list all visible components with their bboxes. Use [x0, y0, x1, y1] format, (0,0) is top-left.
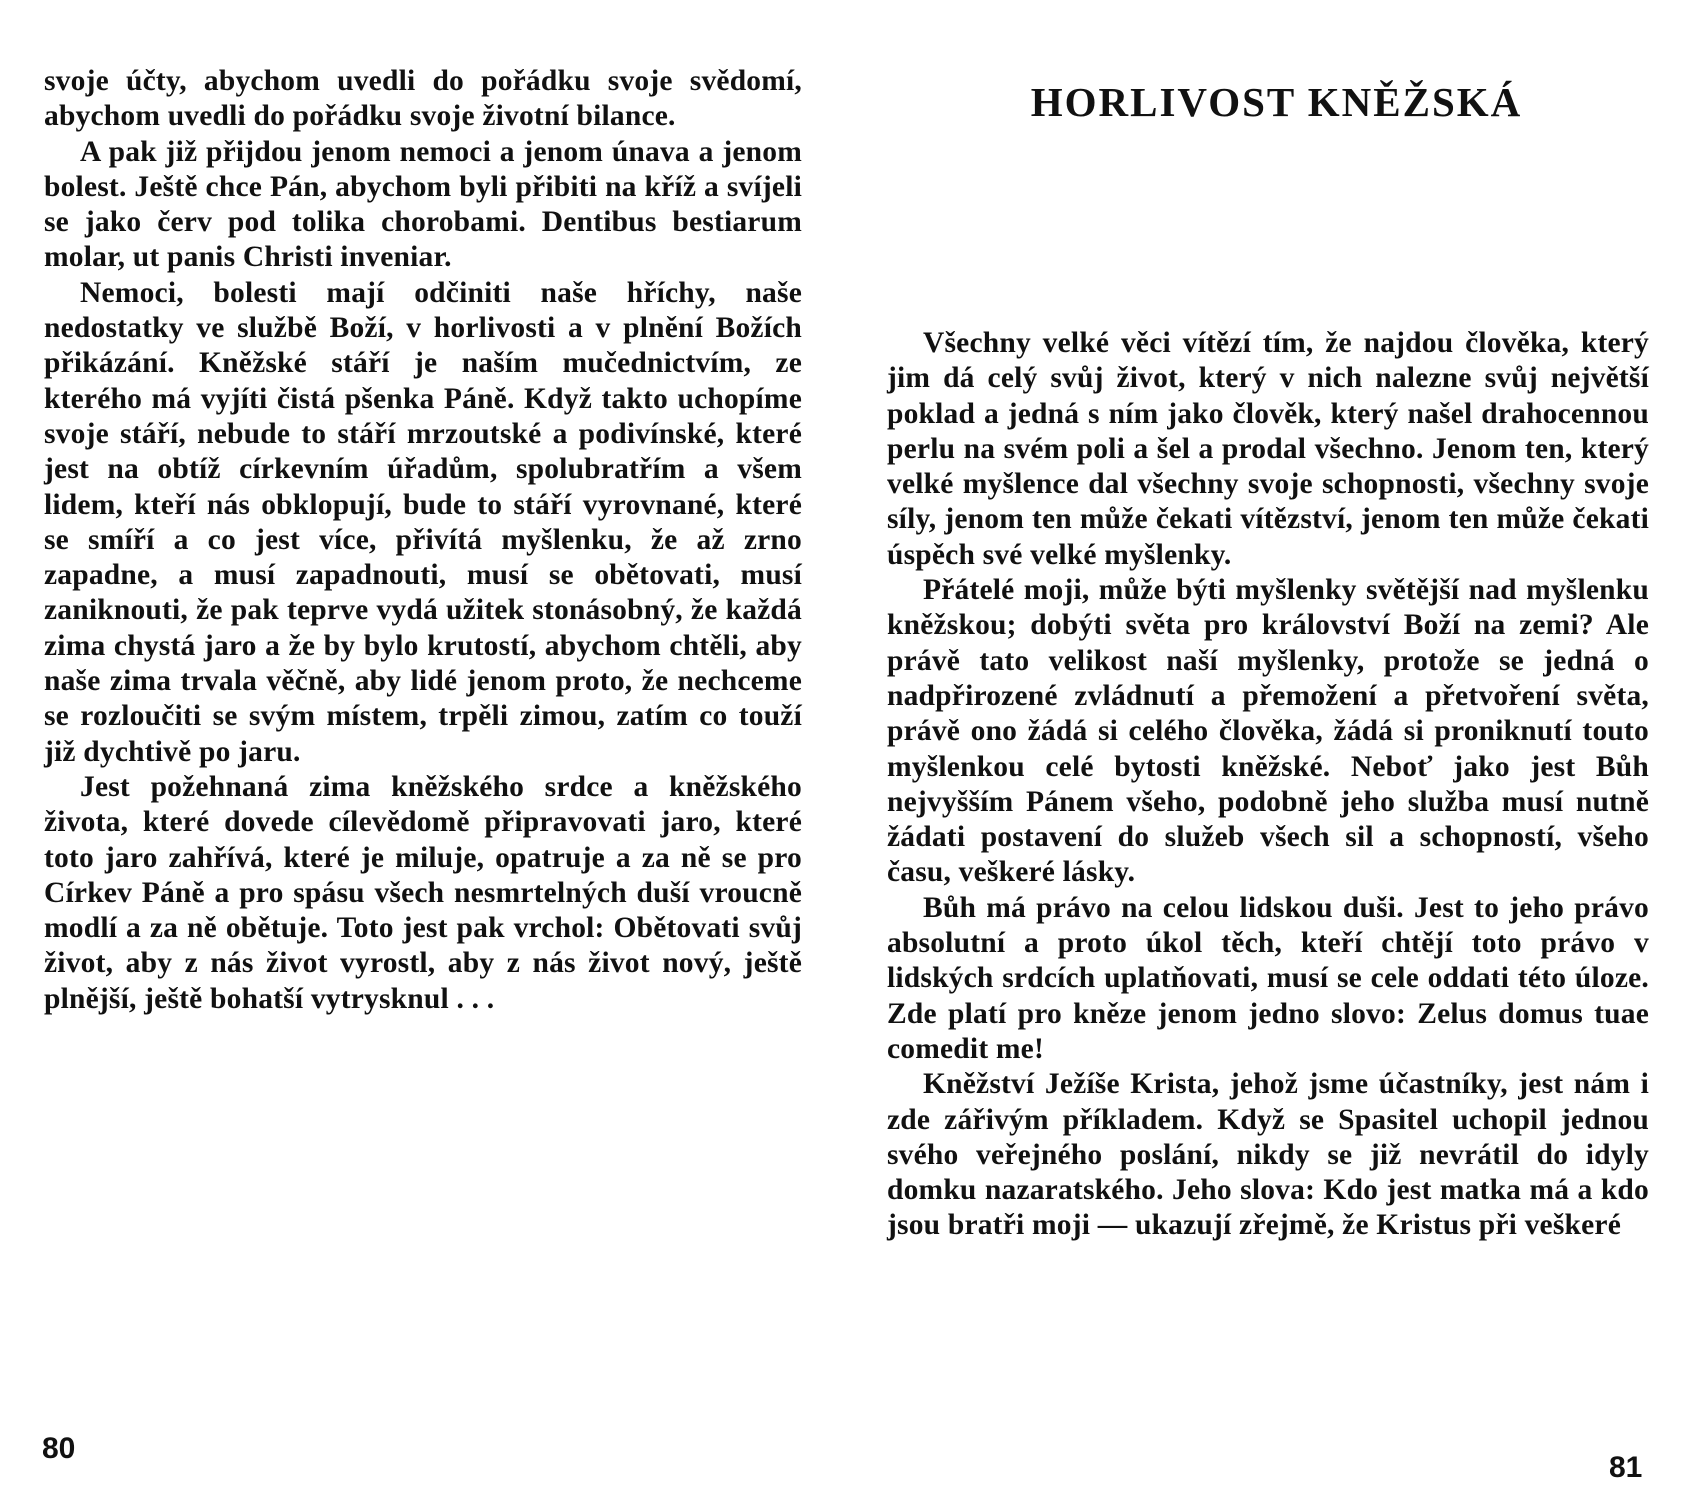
left-paragraph-2: A pak již přijdou jenom nemoci a jenom únava a jenom bolest. Ještě chce Pán, abychom byli přibiti na kříž a svíjeli se jako červ pod tolika chorobami. Dentibus bestiarum molar, ut panis Christi inveniar.: [44, 135, 802, 274]
right-page-body-text: [887, 326, 1649, 1244]
right-page-number: 81: [1609, 1451, 1643, 1484]
right-paragraph-1: Všechny velké věci vítězí tím, že najdou člověka, který jim dá celý svůj život, který v nich nalezne svůj největší poklad a jedná s ním jako člověk, který našel drahocennou perlu na svém poli a šel a prodal všechno. Jenom ten, který velké myšlence dal všechny svoje schopnosti, všechny svoje síly, jenom ten může čekati vítězství, jenom ten může čekati úspěch své velké myšlenky.: [887, 327, 1649, 571]
right-paragraph-4: Kněžství Ježíše Krista, jehož jsme účastníky, jest nám i zde zářivým příkladem. Když se Spasitel uchopil jednou svého veřejného poslání, nikdy se již nevrátil do idyly domku nazaratského. Jeho slova: Kdo jest matka má a kdo jsou bratři moji — ukazují zřejmě, že Kristus při veškeré: [887, 1068, 1649, 1242]
left-paragraph-4: Jest požehnaná zima kněžského srdce a kněžského života, které dovede cílevědomě připravovati jaro, které toto jaro zahřívá, které je miluje, opatruje a za ně se pro Církev Páně a pro spásu všech nesmrtelných duší vroucně modlí a za ně obětuje. Toto jest pak vrchol: Obětovati svůj život, aby z nás život vyrostl, aby z nás život nový, ještě plnější, ještě bohatší vytrysknul . . .: [44, 770, 802, 1015]
left-page-body-text: [44, 64, 802, 1017]
right-paragraph-2: Přátelé moji, může býti myšlenky světější nad myšlenku kněžskou; dobýti světa pro království Boží na zemi? Ale právě tato velikost naší myšlenky, protože se jedná o nadpřirozené zvládnutí a přemožení a přetvoření světa, právě ono žádá si celého člověka, žádá si proniknutí touto myšlenkou celé bytosti kněžské. Neboť jako jest Bůh nejvyšším Pánem všeho, podobně jeho služba musí nutně žádati postavení do služeb všech sil a schopností, všeho času, veškeré lásky.: [887, 574, 1649, 889]
right-paragraph-3: Bůh má právo na celou lidskou duši. Jest to jeho právo absolutní a proto úkol těch, kteří chtějí toto právo v lidských srdcích uplatňovati, musí se cele oddati této úloze. Zde platí pro kněze jenom jedno slovo: Zelus domus tuae comedit me!: [887, 891, 1649, 1065]
left-page-number: 80: [42, 1432, 76, 1465]
left-paragraph-1: svoje účty, abychom uvedli do pořádku svoje svědomí, abychom uvedli do pořádku svoje životní bilance.: [44, 65, 802, 133]
left-paragraph-3: Nemoci, bolesti mají odčiniti naše hříchy, naše nedostatky ve službě Boží, v horlivosti a v plnění Božích přikázání. Kněžské stáří je naším mučednictvím, ze kterého má vyjíti čistá pšenka Páně. Když takto uchopíme svoje stáří, nebude to stáří mrzoutské a podivínské, které jest na obtíž církevním úřadům, spolubratřím a všem lidem, kteří nás obklopují, bude to stáří vyrovnané, které se smíří a co jest více, přivítá myšlenku, že až zrno zapadne, a musí zapadnouti, musí se obětovati, musí zaniknouti, že pak teprve vydá užitek stonásobný, že každá zima chystá jaro a že by bylo krutostí, abychom chtěli, aby naše zima trvala věčně, aby lidé jenom proto, že nechceme se rozloučiti se svým místem, trpěli zimou, zatím co touží již dychtivě po jaru.: [44, 276, 802, 768]
right-page: [851, 0, 1702, 1500]
chapter-title: HORLIVOST KNĚŽSKÁ: [1030, 79, 1523, 125]
